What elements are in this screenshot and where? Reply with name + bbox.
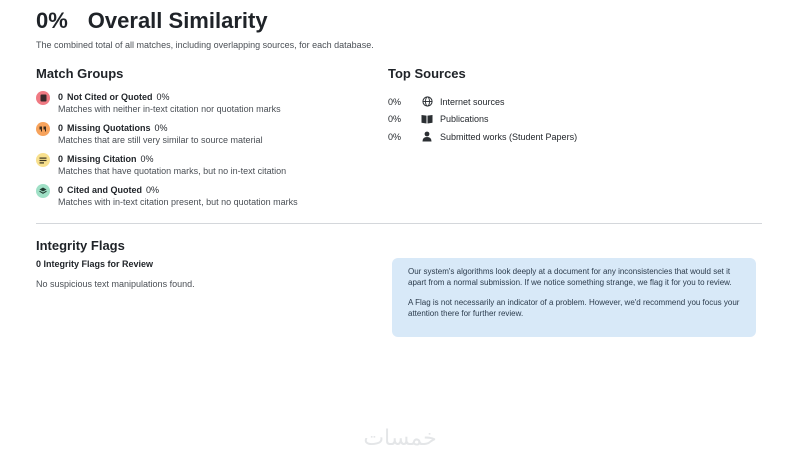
watermark-logo: خمسات [363,426,437,451]
top-source-internet [388,93,748,111]
match-group-label: Not Cited or Quoted [67,92,153,102]
match-group-percent: 0% [140,154,154,164]
match-groups-list [36,91,366,215]
person-icon [420,131,434,143]
match-group-cited-and-quoted [36,184,366,215]
match-group-description: Matches with neither in-text citation nor quotation marks [58,104,281,114]
overall-similarity-title: Overall Similarity [87,8,268,33]
integrity-info-box [392,258,756,337]
match-group-description: Matches that have quotation marks, but no in-text citation [58,166,287,176]
report-page [36,0,764,460]
top-sources-section [388,66,748,146]
layers-icon [36,184,50,198]
overall-similarity-header [36,8,268,34]
match-group-count: 0 [58,185,64,195]
match-group-percent: 0% [154,123,168,133]
integrity-info-paragraph: Our system's algorithms look deeply at a document for any inconsistencies that would set it apart from a normal submission. If we notice something strange, we flag it for you to review. [408,267,732,287]
top-source-submitted-works [388,128,748,146]
book-icon [420,113,434,125]
top-source-label: Submitted works (Student Papers) [440,131,578,142]
section-divider [36,223,762,224]
match-group-description: Matches that are still very similar to source material [58,135,263,145]
match-group-label: Missing Citation [67,154,137,164]
top-sources-list [388,93,748,146]
match-group-percent: 0% [146,185,160,195]
match-group-count: 0 [58,154,64,164]
top-source-percent: 0% [388,114,402,125]
top-source-publications [388,111,748,129]
integrity-info-paragraph: A Flag is not necessarily an indicator of a problem. However, we'd recommend you focus your attention there for further review. [408,298,740,318]
top-source-percent: 0% [388,131,402,142]
overall-similarity-subtitle: The combined total of all matches, including overlapping sources, for each database. [36,40,374,50]
integrity-flags-count: 0 Integrity Flags for Review [36,259,154,269]
match-groups-section [36,66,366,215]
top-source-label: Internet sources [440,96,505,107]
integrity-flags-heading: Integrity Flags [36,238,125,253]
lines-icon [36,153,50,167]
match-group-not-cited [36,91,366,122]
match-groups-heading: Match Groups [36,66,124,81]
top-source-percent: 0% [388,96,402,107]
match-group-label: Cited and Quoted [67,185,143,195]
integrity-flags-section [36,238,366,289]
match-group-count: 0 [58,123,64,133]
top-sources-heading: Top Sources [388,66,466,81]
overall-similarity-percent: 0% [36,8,68,33]
match-group-missing-quotations [36,122,366,153]
match-group-missing-citation [36,153,366,184]
quote-icon [36,122,50,136]
match-group-count: 0 [58,92,64,102]
top-source-label: Publications [440,114,489,125]
match-group-label: Missing Quotations [67,123,151,133]
flag-icon [36,91,50,105]
globe-icon [420,96,434,108]
match-group-percent: 0% [156,92,170,102]
match-group-description: Matches with in-text citation present, but no quotation marks [58,197,298,207]
integrity-flags-none: No suspicious text manipulations found. [36,279,195,289]
